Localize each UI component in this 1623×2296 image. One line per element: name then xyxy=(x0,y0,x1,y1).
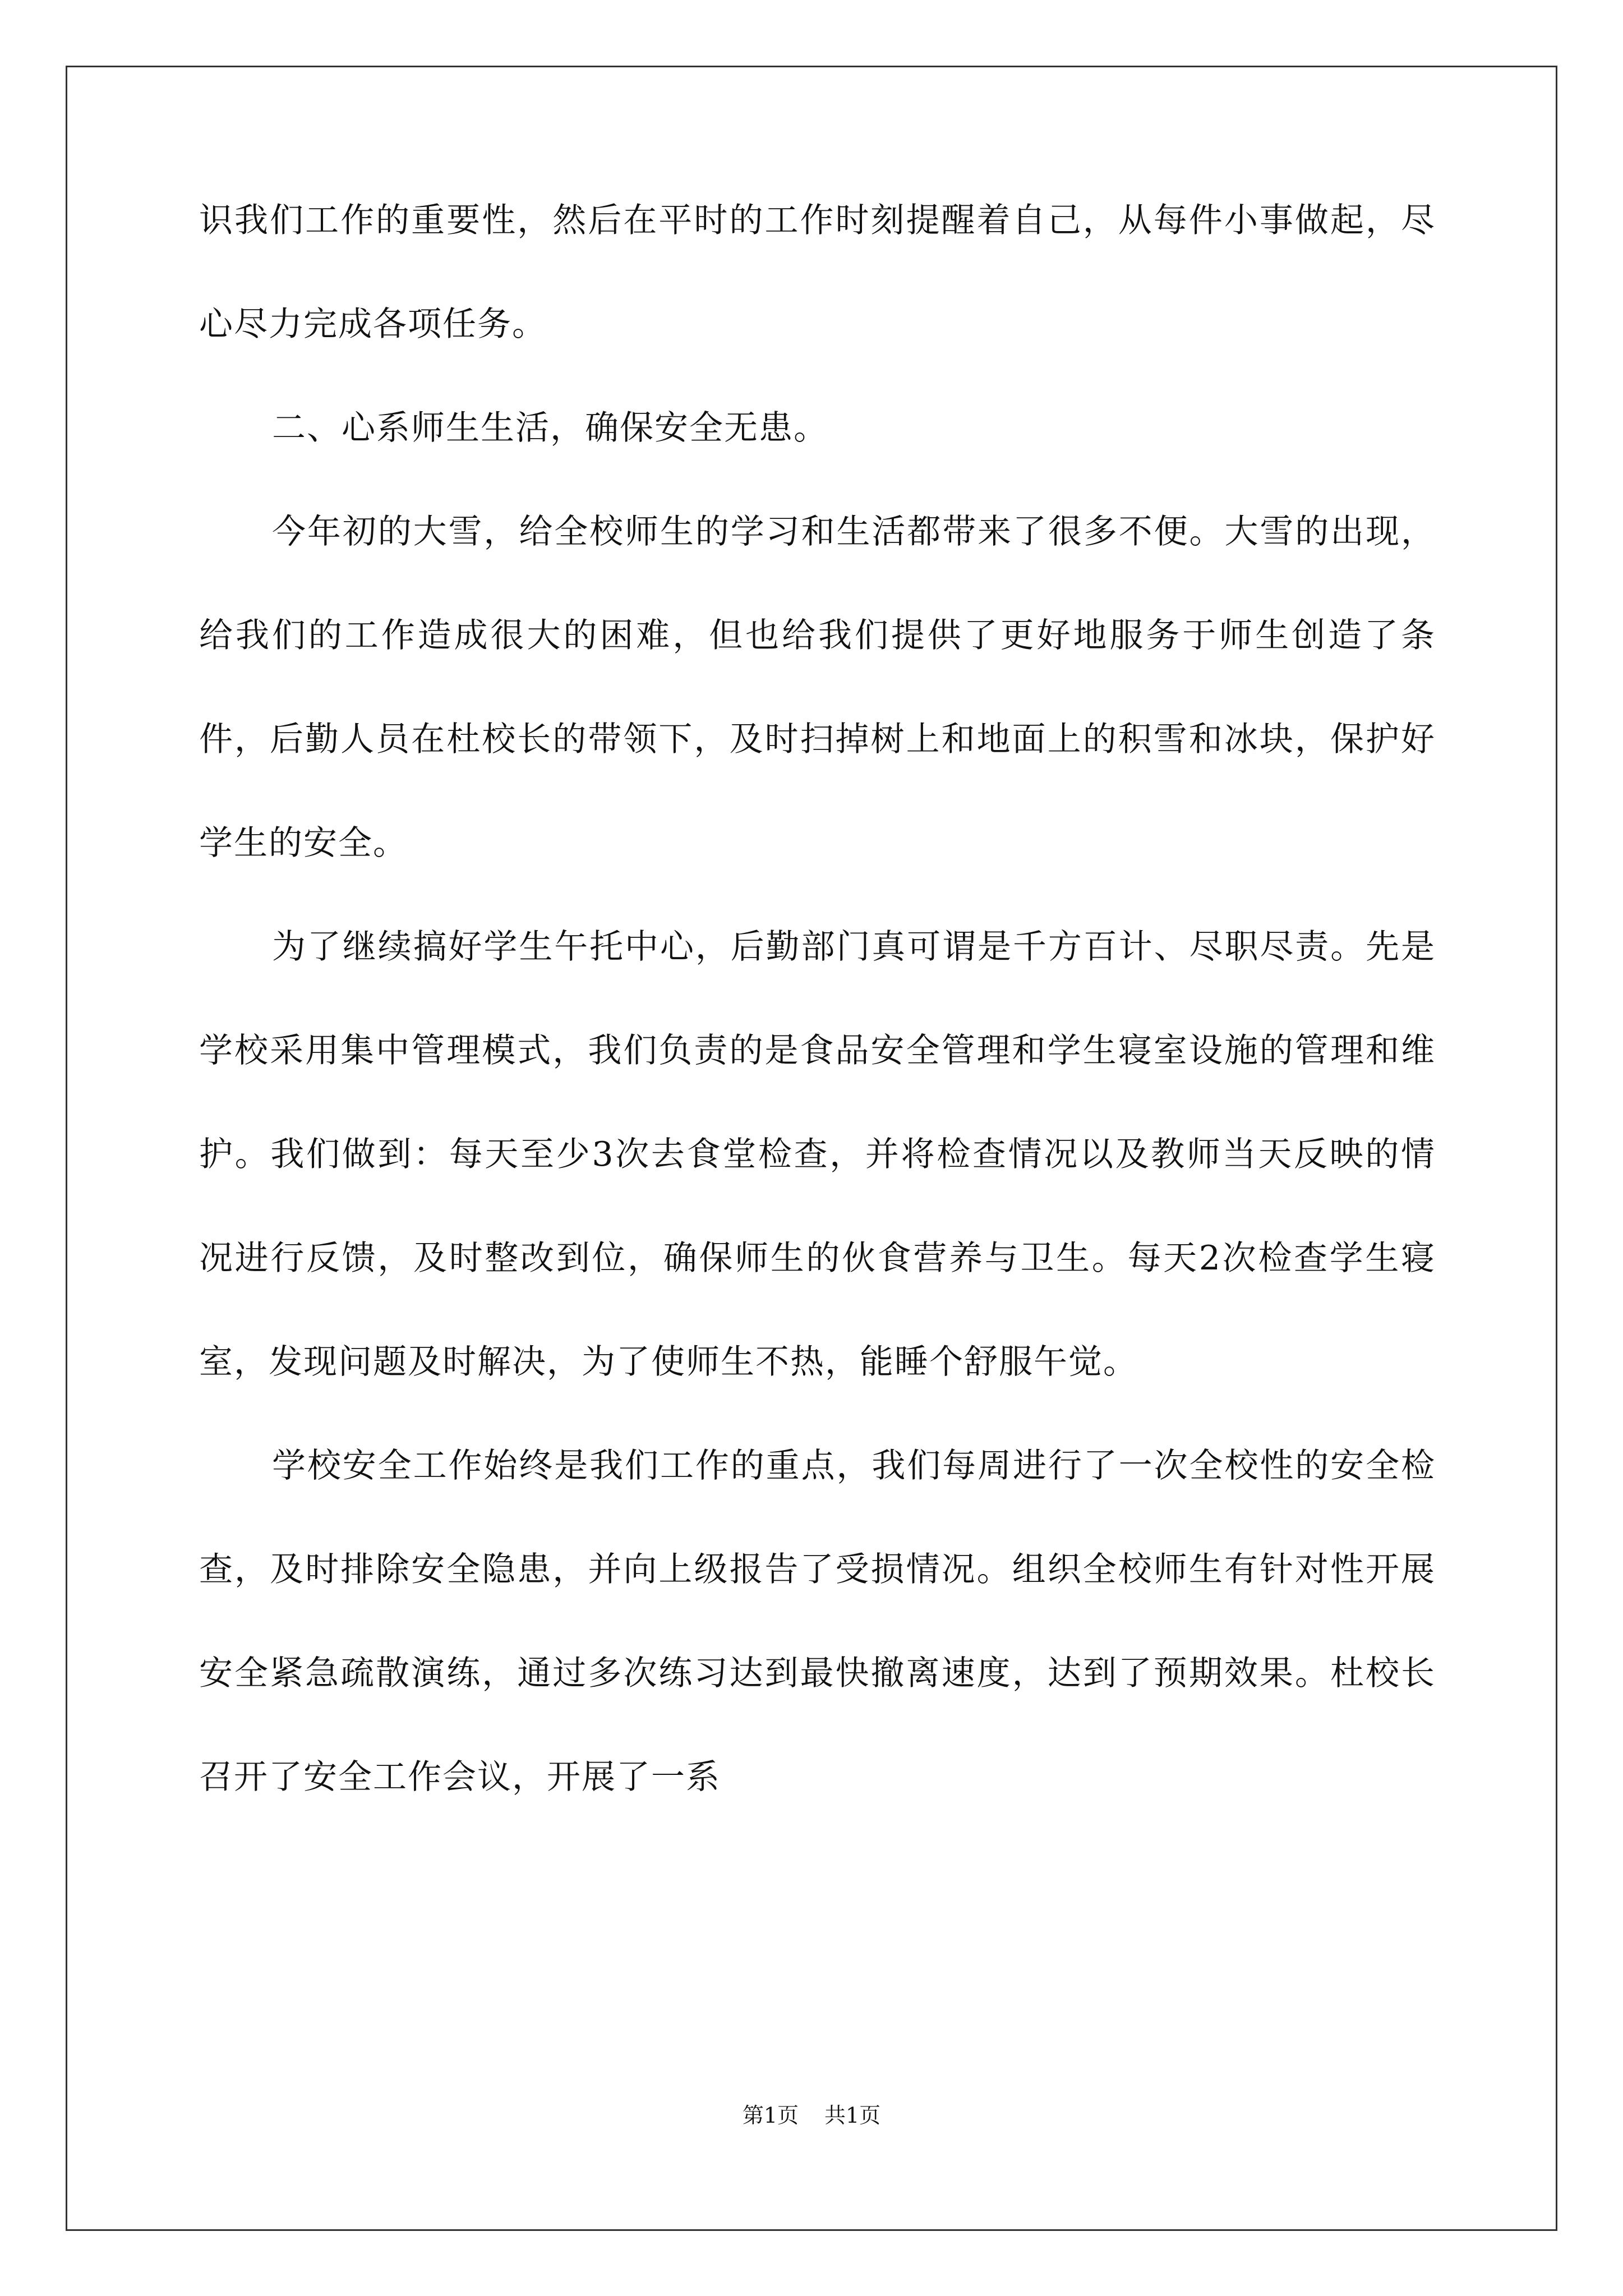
paragraph-safety: 学校安全工作始终是我们工作的重点，我们每周进行了一次全校性的安全检查，及时排除安全隐患，并向上级报告了受损情况。组织全校师生有针对性开展安全紧急疏散演练，通过多次练习达到最快撤离速度，达到了预期效果。杜校长召开了安全工作会议，开展了一系 xyxy=(199,1446,1436,1797)
page-number: 第1页 xyxy=(742,2103,799,2128)
document-body xyxy=(199,201,1436,1829)
page-total: 共1页 xyxy=(824,2103,881,2128)
paragraph-lunch-center: 为了继续搞好学生午托中心，后勤部门真可谓是千方百计、尽职尽责。先是学校采用集中管理模式，我们负责的是食品安全管理和学生寝室设施的管理和维护。我们做到：每天至少3次去食堂检查，并将检查情况以及教师当天反映的情况进行反馈，及时整改到位，确保师生的伙食营养与卫生。每天2次检查学生寝室，发现问题及时解决，为了使师生不热，能睡个舒服午觉。 xyxy=(199,927,1436,1382)
paragraph-snow: 今年初的大雪，给全校师生的学习和生活都带来了很多不便。大雪的出现，给我们的工作造成很大的困难，但也给我们提供了更好地服务于师生创造了条件，后勤人员在杜校长的带领下，及时扫掉树上和地面上的积雪和冰块，保护好学生的安全。 xyxy=(199,512,1436,863)
page-footer xyxy=(0,2098,1623,2129)
section-heading-2: 二、心系师生生活，确保安全无患。 xyxy=(272,408,828,448)
paragraph-1: 识我们工作的重要性，然后在平时的工作时刻提醒着自己，从每件小事做起，尽心尽力完成各项任务。 xyxy=(199,201,1436,344)
